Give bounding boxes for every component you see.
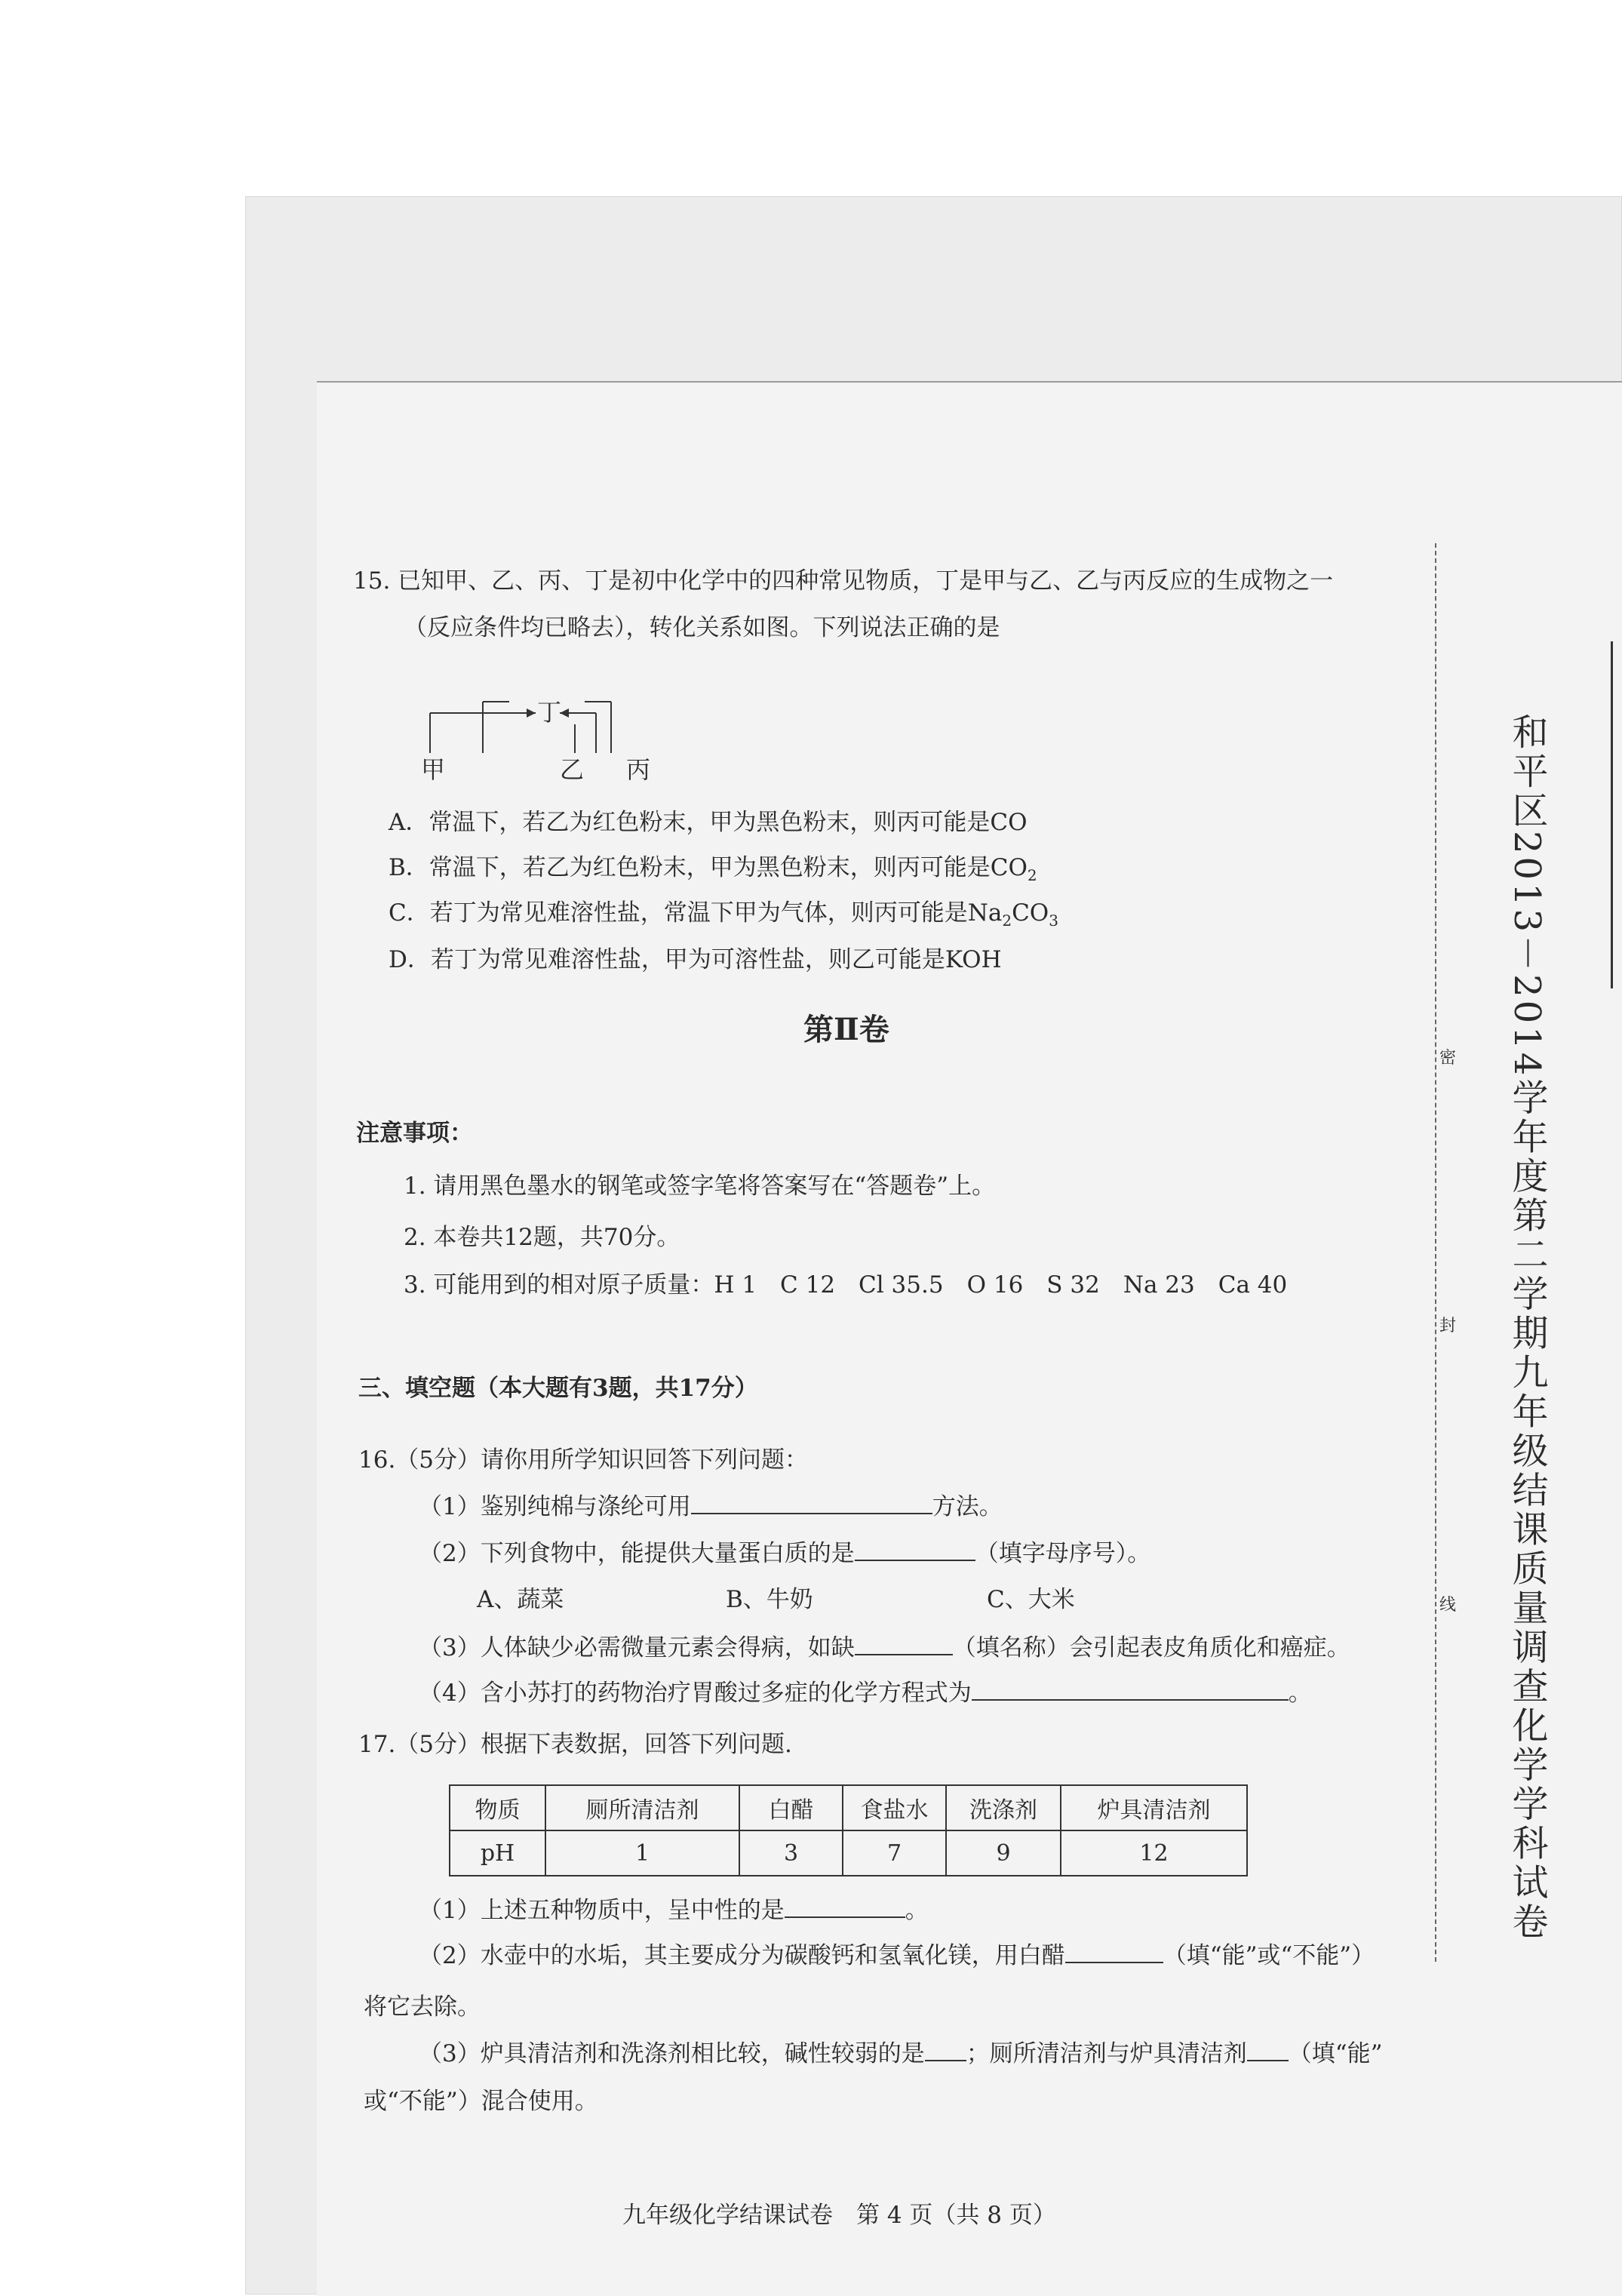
- table-cell-ph: 7: [843, 1830, 946, 1876]
- q16-choice-b: B、牛奶: [726, 1586, 813, 1613]
- q17-stem: 17.（5分）根据下表数据，回答下列问题.: [358, 1731, 792, 1758]
- table-cell-substance: 炉具清洁剂: [1061, 1785, 1247, 1830]
- margin-char-xian: 线: [1439, 1592, 1456, 1615]
- table-cell-ph: 1: [545, 1830, 739, 1876]
- q16-part4: （4）含小苏打的药物治疗胃酸过多症的化学方程式为 。: [419, 1677, 1312, 1708]
- answer-blank[interactable]: [855, 1537, 975, 1561]
- answer-blank[interactable]: [972, 1677, 1289, 1701]
- exam-page: [317, 381, 1622, 2296]
- table-row: [450, 1785, 1247, 1830]
- q16-choice-c: C、大米: [987, 1586, 1075, 1613]
- q17-part1: （1）上述五种物质中，呈中性的是 。: [419, 1894, 929, 1926]
- q15-stem-line2: （反应条件均已略去），转化关系如图。下列说法正确的是: [404, 614, 1000, 641]
- table-cell-substance: 食盐水: [843, 1785, 946, 1830]
- q16-part2: （2）下列食物中，能提供大量蛋白质的是 （填字母序号）。: [419, 1537, 1150, 1569]
- ph-data-table: [449, 1784, 1248, 1876]
- notice-item-3: 3. 可能用到的相对原子质量：H 1 C 12 Cl 35.5 O 16 S 32 Na 23 Ca 40: [404, 1271, 1288, 1299]
- page-footer: 九年级化学结课试卷 第 4 页（共 8 页）: [622, 2202, 1056, 2229]
- q15-option-a: A．常温下，若乙为红色粉末，甲为黑色粉末，则丙可能是CO: [389, 809, 1028, 836]
- q15-option-b: B．常温下，若乙为红色粉末，甲为黑色粉末，则丙可能是$CO_2$: [389, 854, 1037, 885]
- notice-item-1: 1. 请用黑色墨水的钢笔或签字笔将答案写在“答题卷”上。: [404, 1173, 996, 1200]
- q15-option-c: C．若丁为常见难溶性盐，常温下甲为气体，则丙可能是$Na_2CO_3$: [389, 899, 1058, 930]
- q17-part3-cont: 或“不能”）混合使用。: [364, 2088, 598, 2115]
- exam-title-vertical: 和平区2013－2014学年度第二学期九年级结课质量调查化学学科试卷: [1506, 713, 1548, 1942]
- diagram-label-jia: 甲: [421, 755, 446, 784]
- table-cell-substance: 洗涤剂: [946, 1785, 1061, 1830]
- diagram-label-bing: 丙: [626, 755, 651, 784]
- q16-stem: 16.（5分）请你用所学知识回答下列问题：: [358, 1446, 809, 1474]
- table-row: [450, 1830, 1247, 1876]
- table-cell-substance: 白醋: [739, 1785, 843, 1830]
- q15-stem-line1: 15. 已知甲、乙、丙、丁是初中化学中的四种常见物质，丁是甲与乙、乙与丙反应的生成物之一: [353, 567, 1334, 595]
- diagram-label-yi: 乙: [560, 755, 585, 784]
- answer-blank[interactable]: [925, 2037, 966, 2061]
- answer-blank[interactable]: [785, 1894, 905, 1918]
- q16-part3: （3）人体缺少必需微量元素会得病，如缺 （填名称）会引起表皮角质化和癌症。: [419, 1631, 1350, 1663]
- part2-title: 第Ⅱ卷: [803, 1012, 889, 1047]
- q17-part2-cont: 将它去除。: [364, 1993, 481, 2021]
- binding-dashed-line: [1435, 543, 1436, 1962]
- info-field-line: [1611, 641, 1613, 988]
- q16-choice-a: A、蔬菜: [477, 1586, 564, 1613]
- table-cell-substance: 厕所清洁剂: [545, 1785, 739, 1830]
- notice-item-2: 2. 本卷共12题，共70分。: [404, 1224, 680, 1251]
- margin-char-mi: 密: [1439, 1045, 1456, 1068]
- q15-option-d: D．若丁为常见难溶性盐，甲为可溶性盐，则乙可能是KOH: [389, 946, 1002, 973]
- answer-blank[interactable]: [691, 1490, 932, 1514]
- q17-part3: （3）炉具清洁剂和洗涤剂相比较，碱性较弱的是 ；厕所清洁剂与炉具清洁剂 （填“能”: [419, 2037, 1382, 2069]
- answer-blank[interactable]: [1247, 2037, 1289, 2061]
- diagram-label-ding: 丁: [537, 698, 562, 727]
- table-header-cell: pH: [450, 1830, 545, 1876]
- answer-blank[interactable]: [855, 1631, 953, 1655]
- table-cell-ph: 3: [739, 1830, 843, 1876]
- q15-reaction-diagram: [400, 672, 687, 792]
- answer-blank[interactable]: [1065, 1939, 1163, 1963]
- q17-part2: （2）水壶中的水垢，其主要成分为碳酸钙和氢氧化镁，用白醋 （填“能”或“不能”）: [419, 1939, 1375, 1971]
- table-header-cell: 物质: [450, 1785, 545, 1830]
- margin-char-feng: 封: [1439, 1313, 1456, 1336]
- notice-heading: 注意事项：: [356, 1120, 473, 1147]
- table-cell-ph: 9: [946, 1830, 1061, 1876]
- table-cell-ph: 12: [1061, 1830, 1247, 1876]
- section3-heading: 三、填空题（本大题有3题，共17分）: [358, 1375, 758, 1402]
- q16-part1: （1）鉴别纯棉与涤纶可用 方法。: [419, 1490, 1003, 1522]
